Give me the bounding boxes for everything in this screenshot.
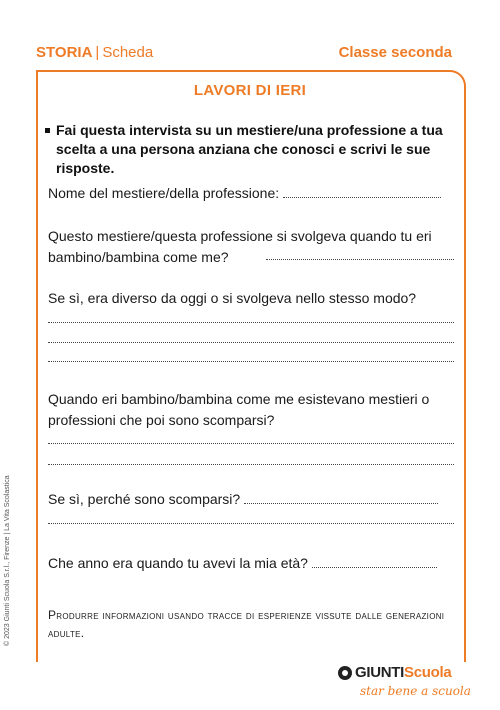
answer-line-4a[interactable]	[48, 443, 454, 444]
question-3: Se sì, era diverso da oggi o si svolgeva nello stesso modo?	[48, 290, 417, 306]
section-label: Scheda	[102, 44, 154, 61]
answer-line-3c[interactable]	[48, 361, 454, 362]
copyright-text: © 2023 Giunti Scuola S.r.l., Firenze | La Vita Scolastica	[4, 475, 11, 646]
answer-line-5b[interactable]	[48, 523, 454, 524]
instruction-text: Fai questa intervista su un mestiere/una professione a tua scelta a una persona anziana che conosci e scrivi le sue risposte.	[56, 122, 443, 176]
instruction	[56, 121, 456, 178]
answer-line-6[interactable]	[312, 555, 437, 568]
logo-brand: GIUNTIScuola	[355, 664, 452, 681]
page-title: LAVORI DI IERI	[193, 82, 307, 99]
page-frame-left	[36, 70, 42, 662]
question-6: Che anno era quando tu avevi la mia età?	[48, 553, 456, 574]
header-subject	[36, 44, 153, 61]
question-1: Nome del mestiere/della professione:	[48, 183, 456, 204]
answer-line-2[interactable]	[266, 259, 454, 260]
answer-line-4b[interactable]	[48, 464, 454, 465]
answer-line-5a[interactable]	[244, 491, 438, 504]
answer-line-1[interactable]	[283, 185, 441, 198]
answer-line-3a[interactable]	[48, 322, 454, 323]
bullet-icon	[45, 128, 50, 133]
question-4: Quando eri bambino/bambina come me esistevano mestieri o professioni che poi sono scomparsi?	[48, 391, 430, 428]
giunti-logo-icon	[338, 666, 352, 680]
question-2: Questo mestiere/questa professione si svolgeva quando tu eri bambino/bambina come me?	[48, 228, 432, 265]
subject-label: STORIA	[36, 44, 93, 61]
question-5: Se sì, perché sono scomparsi?	[48, 489, 456, 510]
logo-tagline: star bene a scuola	[360, 684, 471, 698]
header-separator: |	[95, 44, 100, 61]
grade-label: Classe seconda	[338, 44, 452, 61]
answer-line-3b[interactable]	[48, 342, 454, 343]
learning-objective: Produrre informazioni usando tracce di esperienze vissute dalle generazioni adulte.	[48, 608, 445, 640]
